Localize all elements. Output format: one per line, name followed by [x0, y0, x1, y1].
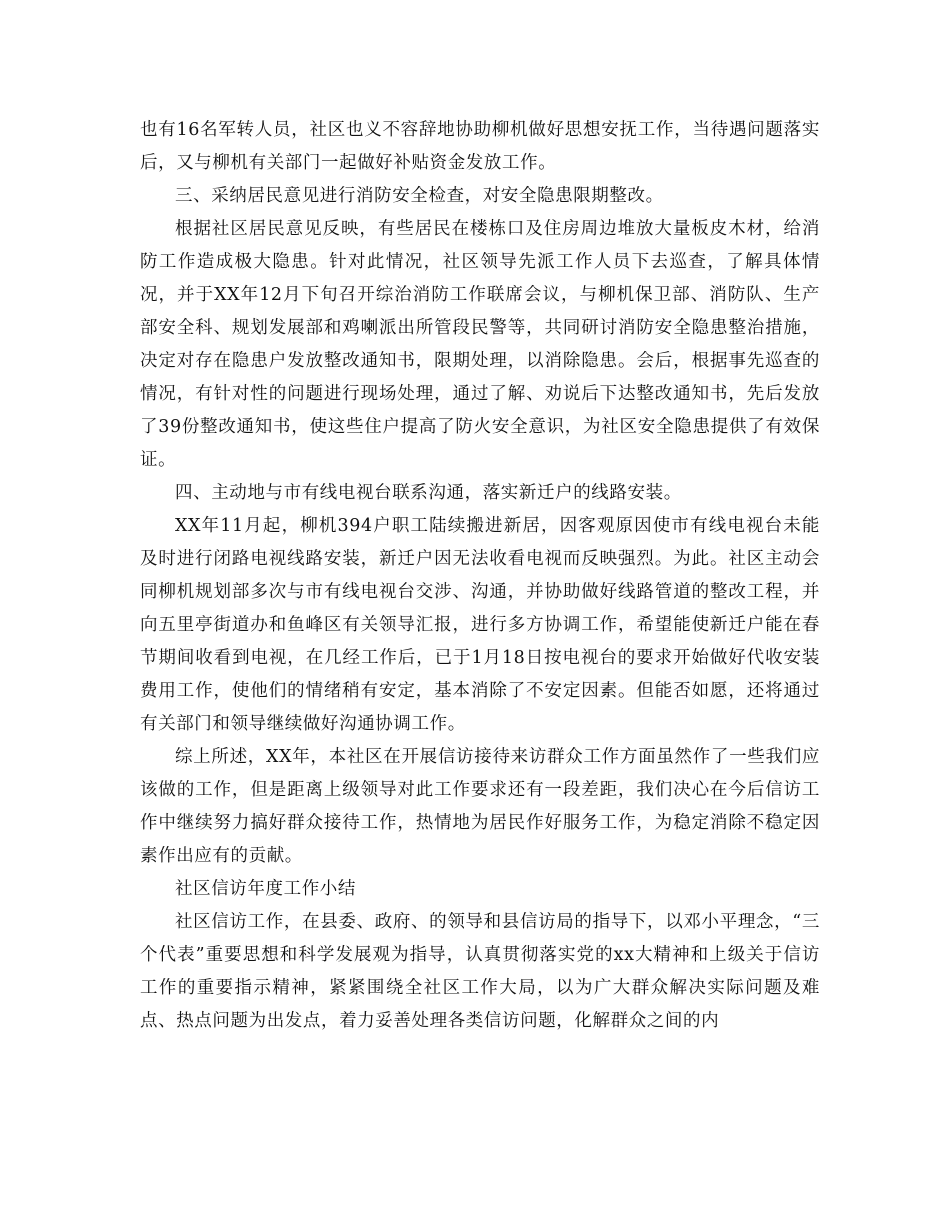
paragraph-summary: 综上所述，XX年，本社区在开展信访接待来访群众工作方面虽然作了一些我们应该做的工作，但是距离上级领导对此工作要求还有一段差距，我们决心在今后信访工作中继续努力搞好群众接待工作，热情地为居民作好服务工作，为稳定消除不稳定因素作出应有的贡献。 — [140, 747, 820, 866]
paragraph-1: 也有16名军转人员，社区也义不容辞地协助柳机做好思想安抚工作，当待遇问题落实后，又与柳机有关部门一起做好补贴资金发放工作。 — [140, 120, 820, 173]
paragraph-intro: 社区信访工作，在县委、政府、的领导和县信访局的指导下，以邓小平理念，“三个代表”重要思想和科学发展观为指导，认真贯彻落实党的xx大精神和上级关于信访工作的重要指示精神，紧紧围绕全社区工作大局，以为广大群众解决实际问题及难点、热点问题为出发点，着力妥善处理各类信访问题，化解群众之间的内 — [140, 912, 820, 1031]
paragraph-fire-safety: 根据社区居民意见反映，有些居民在楼栋口及住房周边堆放大量板皮木材，给消防工作造成极大隐患。针对此情况，社区领导先派工作人员下去巡查，了解具体情况，并于XX年12月下旬召开综治消防工作联席会议，与柳机保卫部、消防队、生产部安全科、规划发展部和鸡喇派出所管段民警等，共同研讨消防安全隐患整治措施，决定对存在隐患户发放整改通知书，限期处理，以消除隐患。会后，根据事先巡查的情况，有针对性的问题进行现场处理，通过了解、劝说后下达整改通知书，先后发放了39份整改通知书，使这些住户提高了防火安全意识，为社区安全隐患提供了有效保证。 — [140, 219, 820, 470]
document-body — [140, 114, 820, 1038]
document-subtitle: 社区信访年度工作小结 — [175, 879, 356, 899]
section-heading-4: 四、主动地与市有线电视台联系沟通，落实新迁户的线路安装。 — [175, 483, 682, 503]
paragraph-cable-tv: XX年11月起，柳机394户职工陆续搬进新居，因客观原因使市有线电视台未能及时进行闭路电视线路安装，新迁户因无法收看电视而反映强烈。为此。社区主动会同柳机规划部多次与市有线电视台交涉、沟通，并协助做好线路管道的整改工程，并向五里亭街道办和鱼峰区有关领导汇报，进行多方协调工作，希望能使新迁户能在春节期间收看到电视，在几经工作后，已于1月18日按电视台的要求开始做好代收安装费用工作，使他们的情绪稍有安定，基本消除了不安定因素。但能否如愿，还将通过有关部门和领导继续做好沟通协调工作。 — [140, 516, 820, 734]
section-heading-3: 三、采纳居民意见进行消防安全检查，对安全隐患限期整改。 — [175, 186, 664, 206]
